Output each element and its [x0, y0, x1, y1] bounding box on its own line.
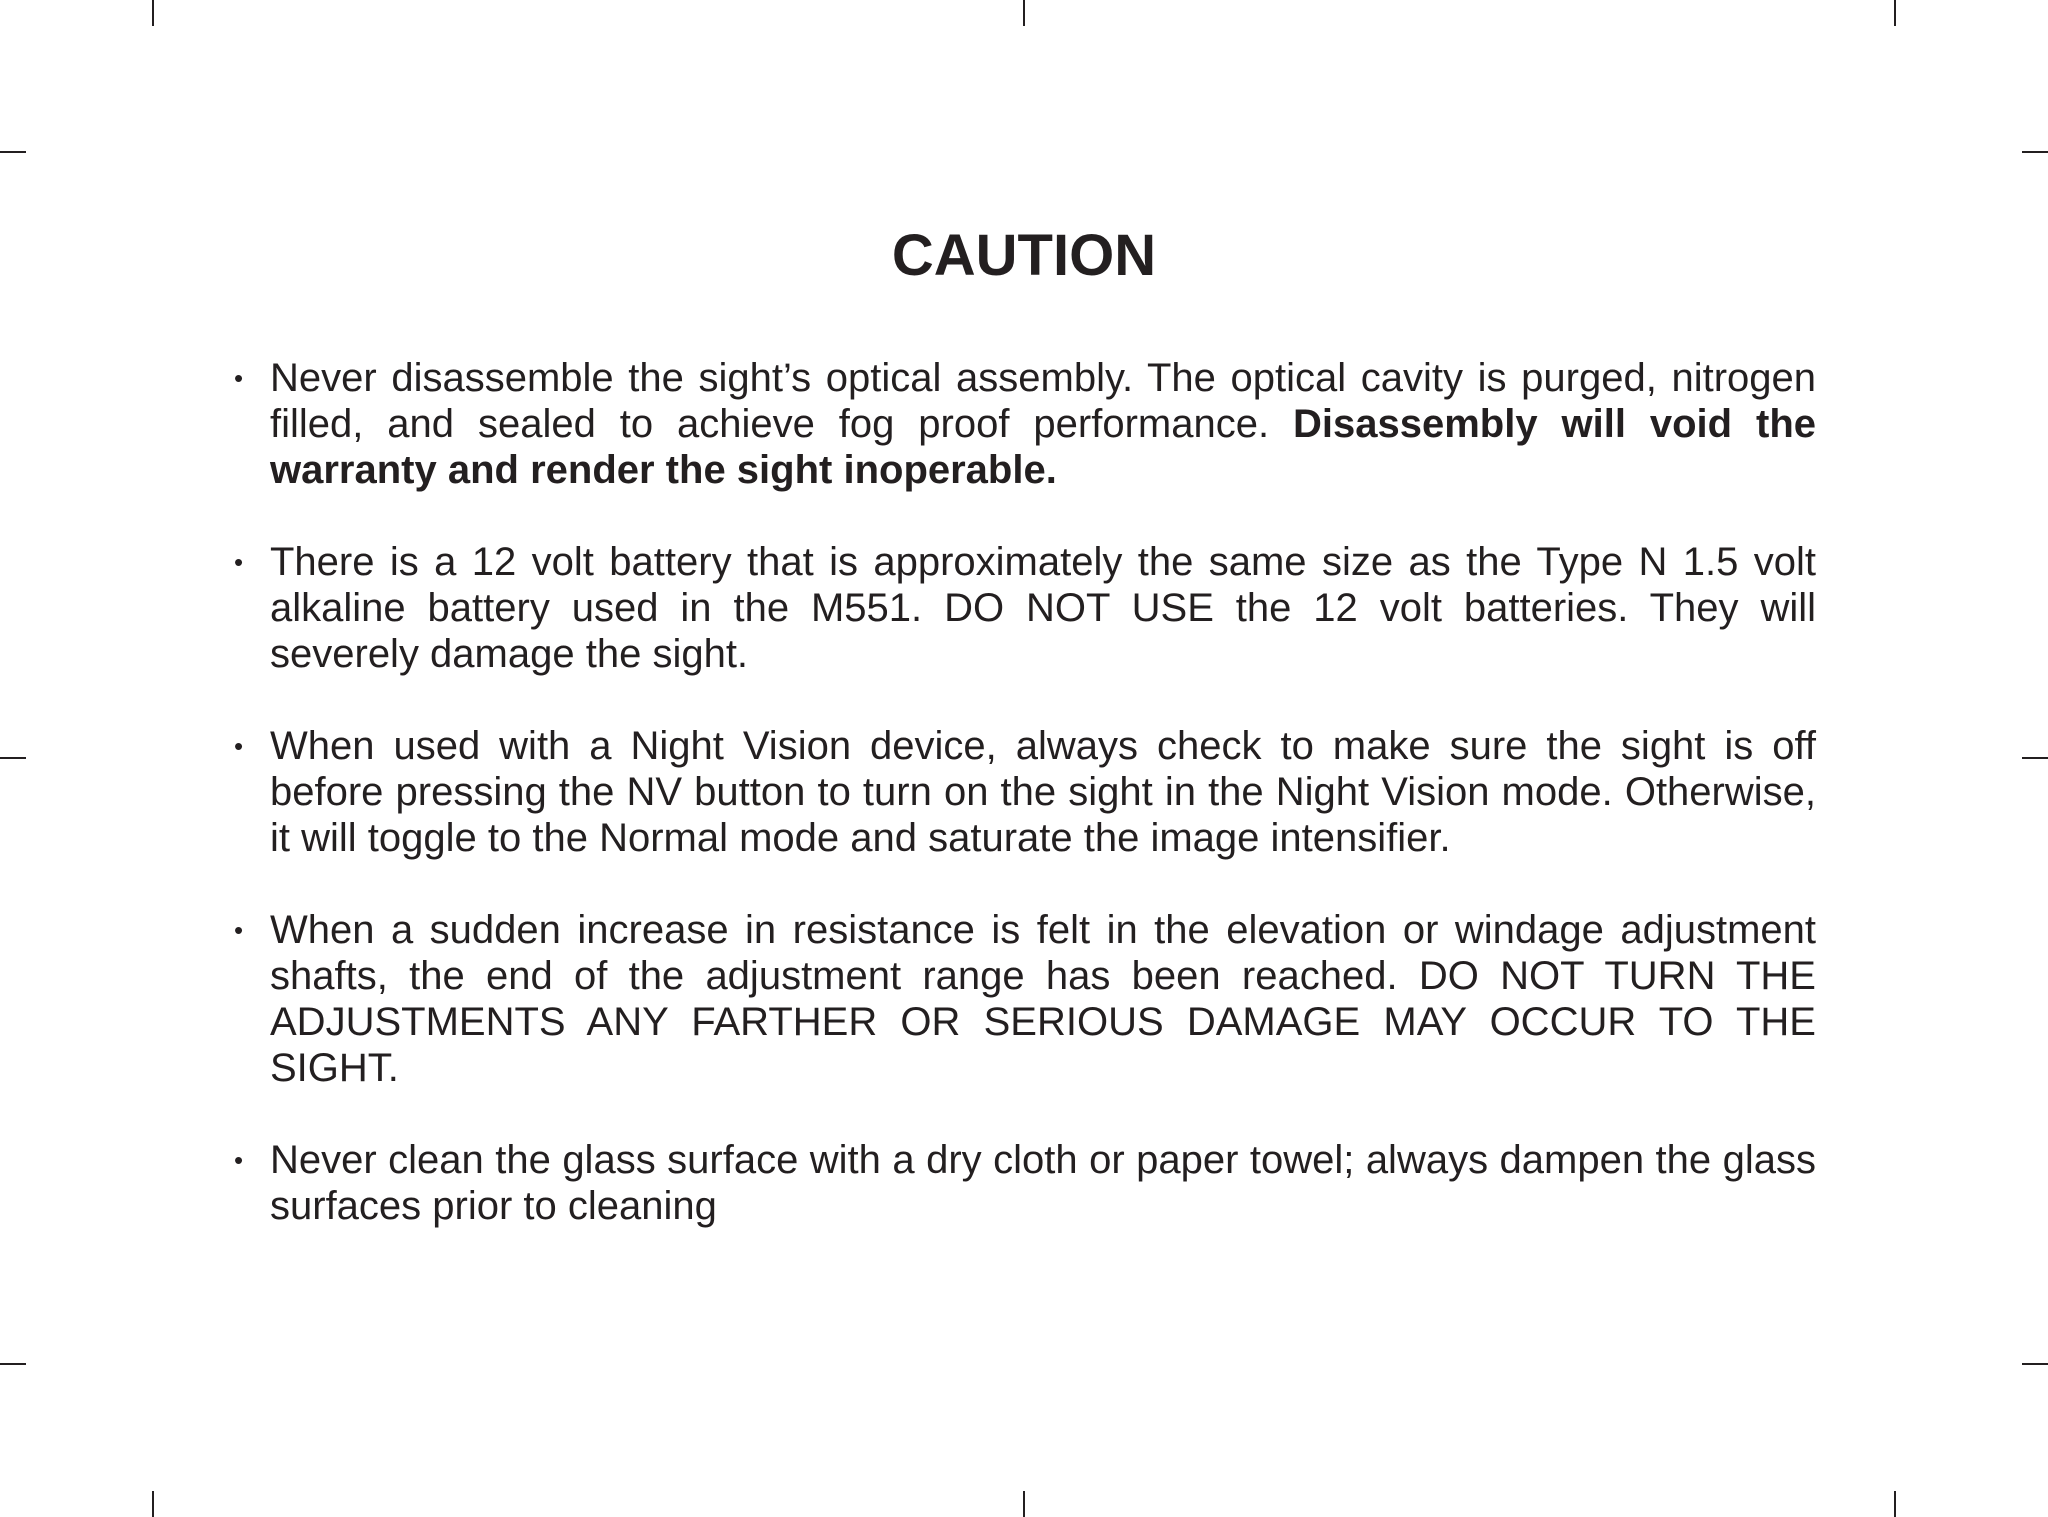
caution-item-plain-text: When a sudden increase in resistance is felt in the elevation or windage adjustment shafts, the end of the adjustment range has been reached. DO NOT TURN THE ADJUSTMENTS ANY FARTHER OR SERIOUS DAMAGE MAY OCCUR TO THE SIGHT. [270, 908, 1816, 1090]
caution-item-plain-text: When used with a Night Vision device, always check to make sure the sight is off before pressing the NV button to turn on the sight in the Night Vision mode. Otherwise, it will toggle to the Normal mode and saturate the image intensifier. [270, 724, 1816, 860]
crop-mark-bottom-center [1023, 1491, 1025, 1517]
crop-mark-right-bottom [2022, 1363, 2048, 1365]
crop-mark-right-top [2022, 151, 2048, 153]
caution-item [226, 1137, 1816, 1229]
page-title: CAUTION [891, 223, 1157, 288]
bullet-icon: • [234, 1145, 244, 1175]
caution-item [226, 723, 1816, 861]
caution-item-text [270, 908, 1816, 1090]
crop-mark-left-middle [0, 757, 26, 759]
caution-item-bold-text: Disassembly will void the warranty and render the sight inoperable. [270, 402, 1816, 492]
crop-mark-bottom-right [1894, 1491, 1896, 1517]
caution-item [226, 907, 1816, 1091]
caution-item-text [270, 540, 1816, 676]
caution-item [226, 539, 1816, 677]
caution-item-text [270, 1138, 1816, 1228]
crop-mark-left-bottom [0, 1363, 26, 1365]
crop-mark-bottom-left [152, 1491, 154, 1517]
caution-item [226, 355, 1816, 493]
crop-mark-left-top [0, 151, 26, 153]
bullet-icon: • [234, 363, 244, 393]
caution-item-text [270, 356, 1816, 492]
bullet-icon: • [234, 547, 244, 577]
bullet-icon: • [234, 915, 244, 945]
caution-item-plain-text: There is a 12 volt battery that is approximately the same size as the Type N 1.5 volt alkaline battery used in the M551. DO NOT USE the 12 volt batteries. They will severely damage the sight. [270, 540, 1816, 676]
crop-mark-top-right [1894, 0, 1896, 26]
crop-mark-top-left [152, 0, 154, 26]
bullet-icon: • [234, 731, 244, 761]
caution-item-text [270, 724, 1816, 860]
caution-item-plain-text: Never clean the glass surface with a dry cloth or paper towel; always dampen the glass surfaces prior to cleaning [270, 1138, 1816, 1228]
caution-list [226, 355, 1816, 1275]
crop-mark-top-center [1023, 0, 1025, 26]
caution-item-plain-text: Never disassemble the sight’s optical assembly. The optical cavity is purged, nitrogen filled, and sealed to achieve fog proof performance. [270, 356, 1816, 446]
crop-mark-right-middle [2022, 757, 2048, 759]
